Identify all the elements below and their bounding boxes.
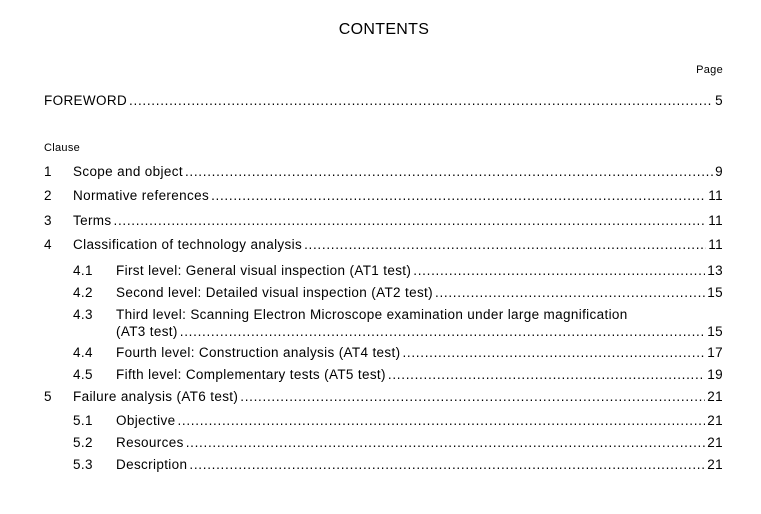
- toc-entry[interactable]: [44, 212, 723, 230]
- toc-subentry[interactable]: [44, 434, 723, 452]
- toc-entry-text: Description: [116, 457, 188, 472]
- toc-entry-number: 5.1: [73, 413, 93, 428]
- toc-entry-page: 21: [707, 389, 723, 404]
- toc-entry-page: 11: [708, 188, 723, 203]
- leader-dots: [240, 388, 705, 406]
- toc-entry[interactable]: [44, 236, 723, 254]
- leader-dots: [402, 344, 705, 362]
- toc-entry-page: 17: [707, 345, 723, 360]
- toc-entry-page: 15: [707, 285, 723, 300]
- leader-dots: [304, 236, 706, 254]
- toc-subentry[interactable]: [44, 323, 723, 341]
- toc-subentry[interactable]: [44, 262, 723, 280]
- leader-dots: [435, 284, 705, 302]
- leader-dots: [129, 92, 713, 110]
- toc-entry-page: 9: [715, 164, 723, 179]
- toc-entry-number: 4.3: [73, 307, 93, 322]
- toc-entry-number: 4.2: [73, 285, 93, 300]
- toc-entry[interactable]: [44, 388, 723, 406]
- clause-column-label: Clause: [44, 142, 81, 154]
- toc-entry-page: 21: [707, 457, 723, 472]
- toc-entry-page: 19: [707, 367, 723, 382]
- toc-entry-text: Resources: [116, 435, 184, 450]
- toc-entry-number: 5.3: [73, 457, 93, 472]
- toc-entry-page: 5: [715, 93, 723, 108]
- toc-entry-page: 11: [708, 237, 723, 252]
- toc-entry-number: 1: [44, 164, 52, 179]
- toc-entry-number: 4.4: [73, 345, 93, 360]
- toc-entry-text: Fourth level: Construction analysis (AT4 test): [116, 345, 401, 360]
- toc-entry-text: Failure analysis (AT6 test): [73, 389, 239, 404]
- toc-entry-number: 4.1: [73, 263, 93, 278]
- toc-subentry[interactable]: [44, 456, 723, 474]
- leader-dots: [211, 187, 706, 205]
- toc-entry-number: 5: [44, 389, 52, 404]
- toc-entry-number: 3: [44, 213, 52, 228]
- toc-subentry-first-line[interactable]: [44, 306, 723, 324]
- toc-subentry[interactable]: [44, 412, 723, 430]
- leader-dots: [413, 262, 705, 280]
- toc-entry-page: 21: [707, 435, 723, 450]
- page-title: CONTENTS: [338, 21, 430, 38]
- toc-entry-text-line1: Third level: Scanning Electron Microscope examination under large magnification: [116, 307, 628, 322]
- toc-entry[interactable]: [44, 163, 723, 181]
- toc-entry-number: 5.2: [73, 435, 93, 450]
- toc-entry-text: First level: General visual inspection (AT1 test): [116, 263, 412, 278]
- toc-subentry[interactable]: [44, 344, 723, 362]
- toc-entry-text: Objective: [116, 413, 176, 428]
- toc-entry-text: Second level: Detailed visual inspection (AT2 test): [116, 285, 433, 300]
- toc-entry-page: 21: [707, 413, 723, 428]
- toc-entry-text: Classification of technology analysis: [73, 237, 303, 252]
- toc-entry-text: Scope and object: [73, 164, 183, 179]
- toc-entry-number: 2: [44, 188, 52, 203]
- leader-dots: [388, 366, 705, 384]
- page-column-label: Page: [696, 64, 723, 76]
- toc-entry[interactable]: [44, 187, 723, 205]
- toc-entry-page: 15: [707, 324, 723, 339]
- toc-entry-text: Terms: [73, 213, 112, 228]
- toc-entry-text: FOREWORD: [44, 93, 128, 108]
- leader-dots: [186, 434, 706, 452]
- toc-entry-number: 4: [44, 237, 52, 252]
- toc-entry-text: Normative references: [73, 188, 210, 203]
- toc-entry-page: 11: [708, 213, 723, 228]
- toc-entry-text: (AT3 test): [116, 324, 178, 339]
- toc-entry-foreword[interactable]: [44, 92, 723, 110]
- leader-dots: [189, 456, 705, 474]
- toc-entry-page: 13: [707, 263, 723, 278]
- toc-subentry[interactable]: [44, 366, 723, 384]
- leader-dots: [114, 212, 707, 230]
- toc-entry-number: 4.5: [73, 367, 93, 382]
- leader-dots: [185, 163, 713, 181]
- leader-dots: [180, 323, 706, 341]
- leader-dots: [177, 412, 705, 430]
- toc-subentry[interactable]: [44, 284, 723, 302]
- toc-entry-text: Fifth level: Complementary tests (AT5 test): [116, 367, 386, 382]
